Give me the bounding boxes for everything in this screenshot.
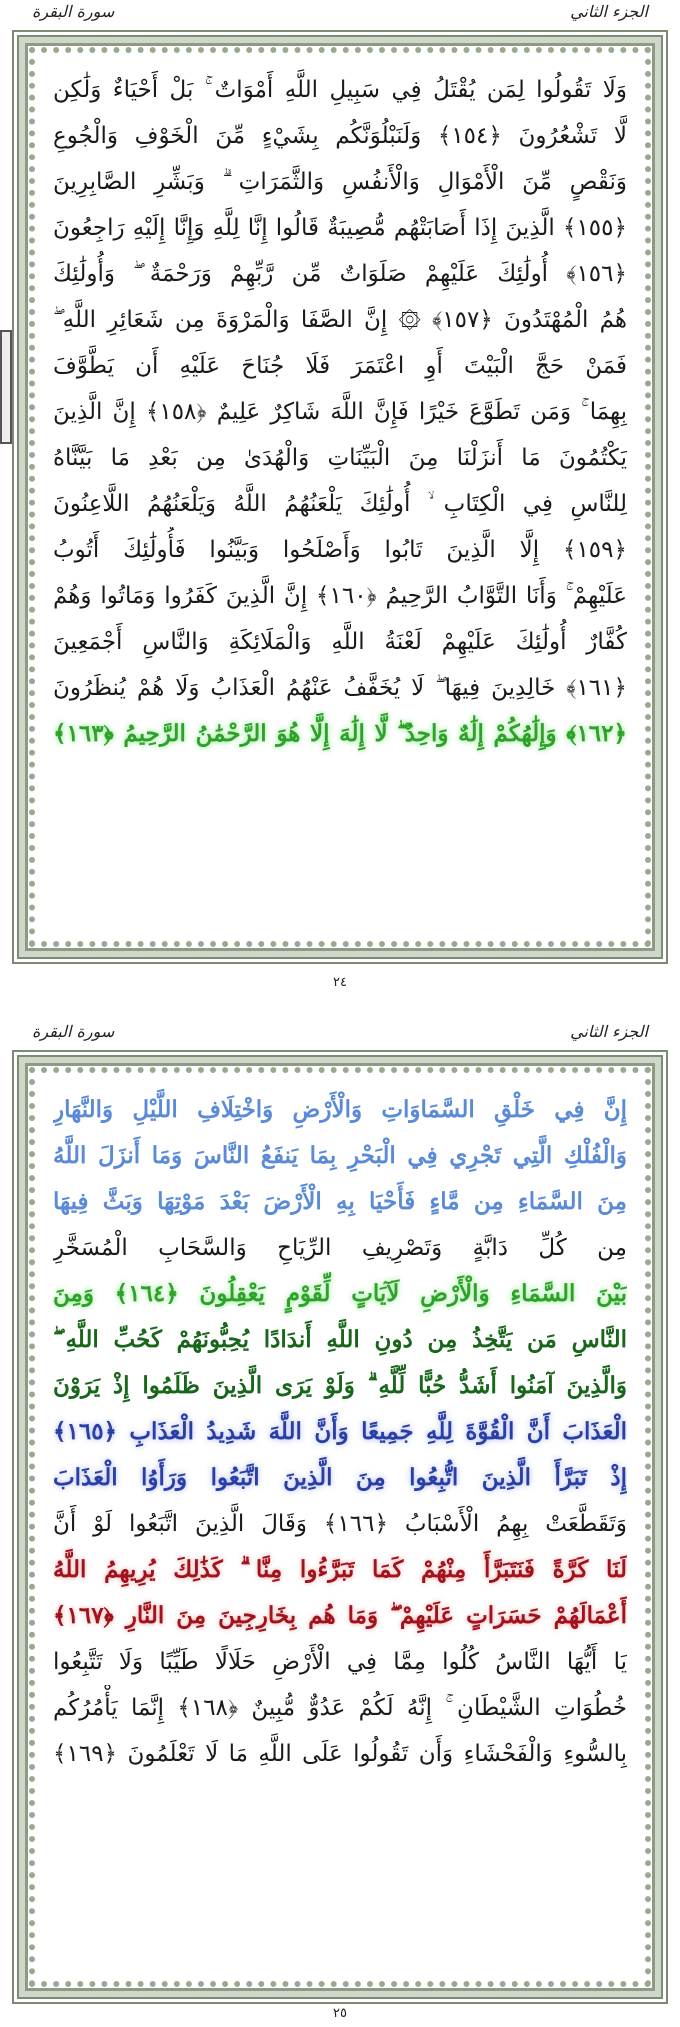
verse-line: الْعَذَابَ أَنَّ الْقُوَّةَ لِلَّهِ جَمِيعًا وَأَنَّ اللَّهَ شَدِيدُ الْعَذَابِ ﴿١٦٥﴾ <box>53 1418 627 1445</box>
page-number: ٢٤ <box>333 975 347 990</box>
verse-line: وَالْفُلْكِ الَّتِي تَجْرِي فِي الْبَحْرِ بِمَا يَنفَعُ النَّاسَ وَمَا أَنزَلَ اللَّهُ <box>53 1142 627 1169</box>
mushaf-page-25 <box>0 1020 680 2027</box>
verse-line: ﴿١٦٢﴾ وَإِلَٰهُكُمْ إِلَٰهٌ وَاحِدٌ ۖ لَّا إِلَٰهَ إِلَّا هُوَ الرَّحْمَٰنُ الرَّحِيمُ ﴿١٦٣﴾ <box>53 720 627 747</box>
verse-line: لِلنَّاسِ فِي الْكِتَابِ ۙ أُولَٰئِكَ يَلْعَنُهُمُ اللَّهُ وَيَلْعَنُهُمُ اللَّاعِنُونَ <box>53 491 627 517</box>
verse-line: لَنَا كَرَّةً فَنَتَبَرَّأَ مِنْهُمْ كَمَا تَبَرَّءُوا مِنَّا ۗ كَذَٰلِكَ يُرِيهِمُ اللَّهُ <box>53 1556 627 1583</box>
verse-line: إِذْ تَبَرَّأَ الَّذِينَ اتُّبِعُوا مِنَ الَّذِينَ اتَّبَعُوا وَرَأَوُا الْعَذَابَ <box>53 1464 627 1491</box>
verse-line: مِن كُلِّ دَابَّةٍ وَتَصْرِيفِ الرِّيَاحِ وَالسَّحَابِ الْمُسَخَّرِ <box>53 1235 627 1261</box>
verse-line: كُفَّارٌ أُولَٰئِكَ عَلَيْهِمْ لَعْنَةُ اللَّهِ وَالْمَلَائِكَةِ وَالنَّاسِ أَجْمَعِينَ <box>53 629 627 655</box>
juz-title: الجزء الثاني <box>570 1022 648 1041</box>
verse-line: أَعْمَالَهُمْ حَسَرَاتٍ عَلَيْهِمْ ۖ وَمَا هُم بِخَارِجِينَ مِنَ النَّارِ ﴿١٦٧﴾ <box>53 1602 627 1629</box>
verse-lines <box>53 67 627 927</box>
page-frame <box>12 1050 668 2004</box>
verse-line: خُطُوَاتِ الشَّيْطَانِ ۚ إِنَّهُ لَكُمْ عَدُوٌّ مُّبِينٌ ﴿١٦٨﴾ إِنَّمَا يَأْمُرُكُم <box>53 1695 627 1721</box>
verse-line: بِهِمَا ۚ وَمَن تَطَوَّعَ خَيْرًا فَإِنَّ اللَّهَ شَاكِرٌ عَلِيمٌ ﴿١٥٨﴾ إِنَّ الَّذِينَ <box>53 399 627 425</box>
verse-line: ﴿١٥٩﴾ إِلَّا الَّذِينَ تَابُوا وَأَصْلَحُوا وَبَيَّنُوا فَأُولَٰئِكَ أَتُوبُ <box>53 537 627 563</box>
verse-line: هُمُ الْمُهْتَدُونَ ﴿١٥٧﴾ ۞ إِنَّ الصَّفَا وَالْمَرْوَةَ مِن شَعَائِرِ اللَّهِ ۖ <box>53 307 627 333</box>
verse-line: وَلَا تَقُولُوا لِمَن يُقْتَلُ فِي سَبِيلِ اللَّهِ أَمْوَاتٌ ۚ بَلْ أَحْيَاءٌ وَلَٰكِن <box>53 77 627 103</box>
verse-line: وَنَقْصٍ مِّنَ الْأَمْوَالِ وَالْأَنفُسِ وَالثَّمَرَاتِ ۗ وَبَشِّرِ الصَّابِرِينَ <box>53 169 627 195</box>
surah-title: سورة البقرة <box>32 2 115 21</box>
verse-line: فَمَنْ حَجَّ الْبَيْتَ أَوِ اعْتَمَرَ فَلَا جُنَاحَ عَلَيْهِ أَن يَطَّوَّفَ <box>53 353 627 379</box>
verse-line: يَكْتُمُونَ مَا أَنزَلْنَا مِنَ الْبَيِّنَاتِ وَالْهُدَىٰ مِن بَعْدِ مَا بَيَّنَّاهُ <box>53 445 627 471</box>
verse-lines <box>53 1087 627 1967</box>
page-frame <box>12 30 668 964</box>
verse-line: ﴿١٥٦﴾ أُولَٰئِكَ عَلَيْهِمْ صَلَوَاتٌ مِّن رَّبِّهِمْ وَرَحْمَةٌ ۖ وَأُولَٰئِكَ <box>53 261 627 287</box>
verse-line: وَتَقَطَّعَتْ بِهِمُ الْأَسْبَابُ ﴿١٦٦﴾ وَقَالَ الَّذِينَ اتَّبَعُوا لَوْ أَنَّ <box>53 1511 627 1537</box>
verse-line: يَا أَيُّهَا النَّاسُ كُلُوا مِمَّا فِي الْأَرْضِ حَلَالًا طَيِّبًا وَلَا تَتَّبِعُوا <box>53 1649 627 1675</box>
verse-line: وَالَّذِينَ آمَنُوا أَشَدُّ حُبًّا لِّلَّهِ ۗ وَلَوْ يَرَى الَّذِينَ ظَلَمُوا إِذْ يَرَوْنَ <box>53 1372 627 1399</box>
mushaf-page-24 <box>0 0 680 1000</box>
juz-title: الجزء الثاني <box>570 2 648 21</box>
verse-line: لَّا تَشْعُرُونَ ﴿١٥٤﴾ وَلَنَبْلُوَنَّكُم بِشَيْءٍ مِّنَ الْخَوْفِ وَالْجُوعِ <box>53 123 627 149</box>
verse-line: النَّاسِ مَن يَتَّخِذُ مِن دُونِ اللَّهِ أَندَادًا يُحِبُّونَهُمْ كَحُبِّ اللَّهِ ۖ <box>53 1326 627 1353</box>
verse-line: ﴿١٦١﴾ خَالِدِينَ فِيهَا ۖ لَا يُخَفَّفُ عَنْهُمُ الْعَذَابُ وَلَا هُمْ يُنظَرُونَ <box>53 675 627 701</box>
page-header <box>0 1020 680 1050</box>
surah-title: سورة البقرة <box>32 1022 115 1041</box>
side-tab[interactable] <box>0 330 12 444</box>
verse-line: إِنَّ فِي خَلْقِ السَّمَاوَاتِ وَالْأَرْضِ وَاخْتِلَافِ اللَّيْلِ وَالنَّهَارِ <box>53 1096 627 1123</box>
verse-line: بَيْنَ السَّمَاءِ وَالْأَرْضِ لَآيَاتٍ لِّقَوْمٍ يَعْقِلُونَ ﴿١٦٤﴾ وَمِنَ <box>53 1280 627 1307</box>
page-number: ٢٥ <box>333 2006 347 2021</box>
verse-line: مِنَ السَّمَاءِ مِن مَّاءٍ فَأَحْيَا بِهِ الْأَرْضَ بَعْدَ مَوْتِهَا وَبَثَّ فِيهَا <box>53 1188 627 1215</box>
page-header <box>0 0 680 30</box>
verse-line: بِالسُّوءِ وَالْفَحْشَاءِ وَأَن تَقُولُوا عَلَى اللَّهِ مَا لَا تَعْلَمُونَ ﴿١٦٩﴾ <box>53 1741 627 1767</box>
verse-line: عَلَيْهِمْ ۚ وَأَنَا التَّوَّابُ الرَّحِيمُ ﴿١٦٠﴾ إِنَّ الَّذِينَ كَفَرُوا وَمَاتُوا وَهُمْ <box>53 583 627 609</box>
verse-line: ﴿١٥٥﴾ الَّذِينَ إِذَا أَصَابَتْهُم مُّصِيبَةٌ قَالُوا إِنَّا لِلَّهِ وَإِنَّا إِلَيْهِ رَاجِعُونَ <box>53 215 627 241</box>
